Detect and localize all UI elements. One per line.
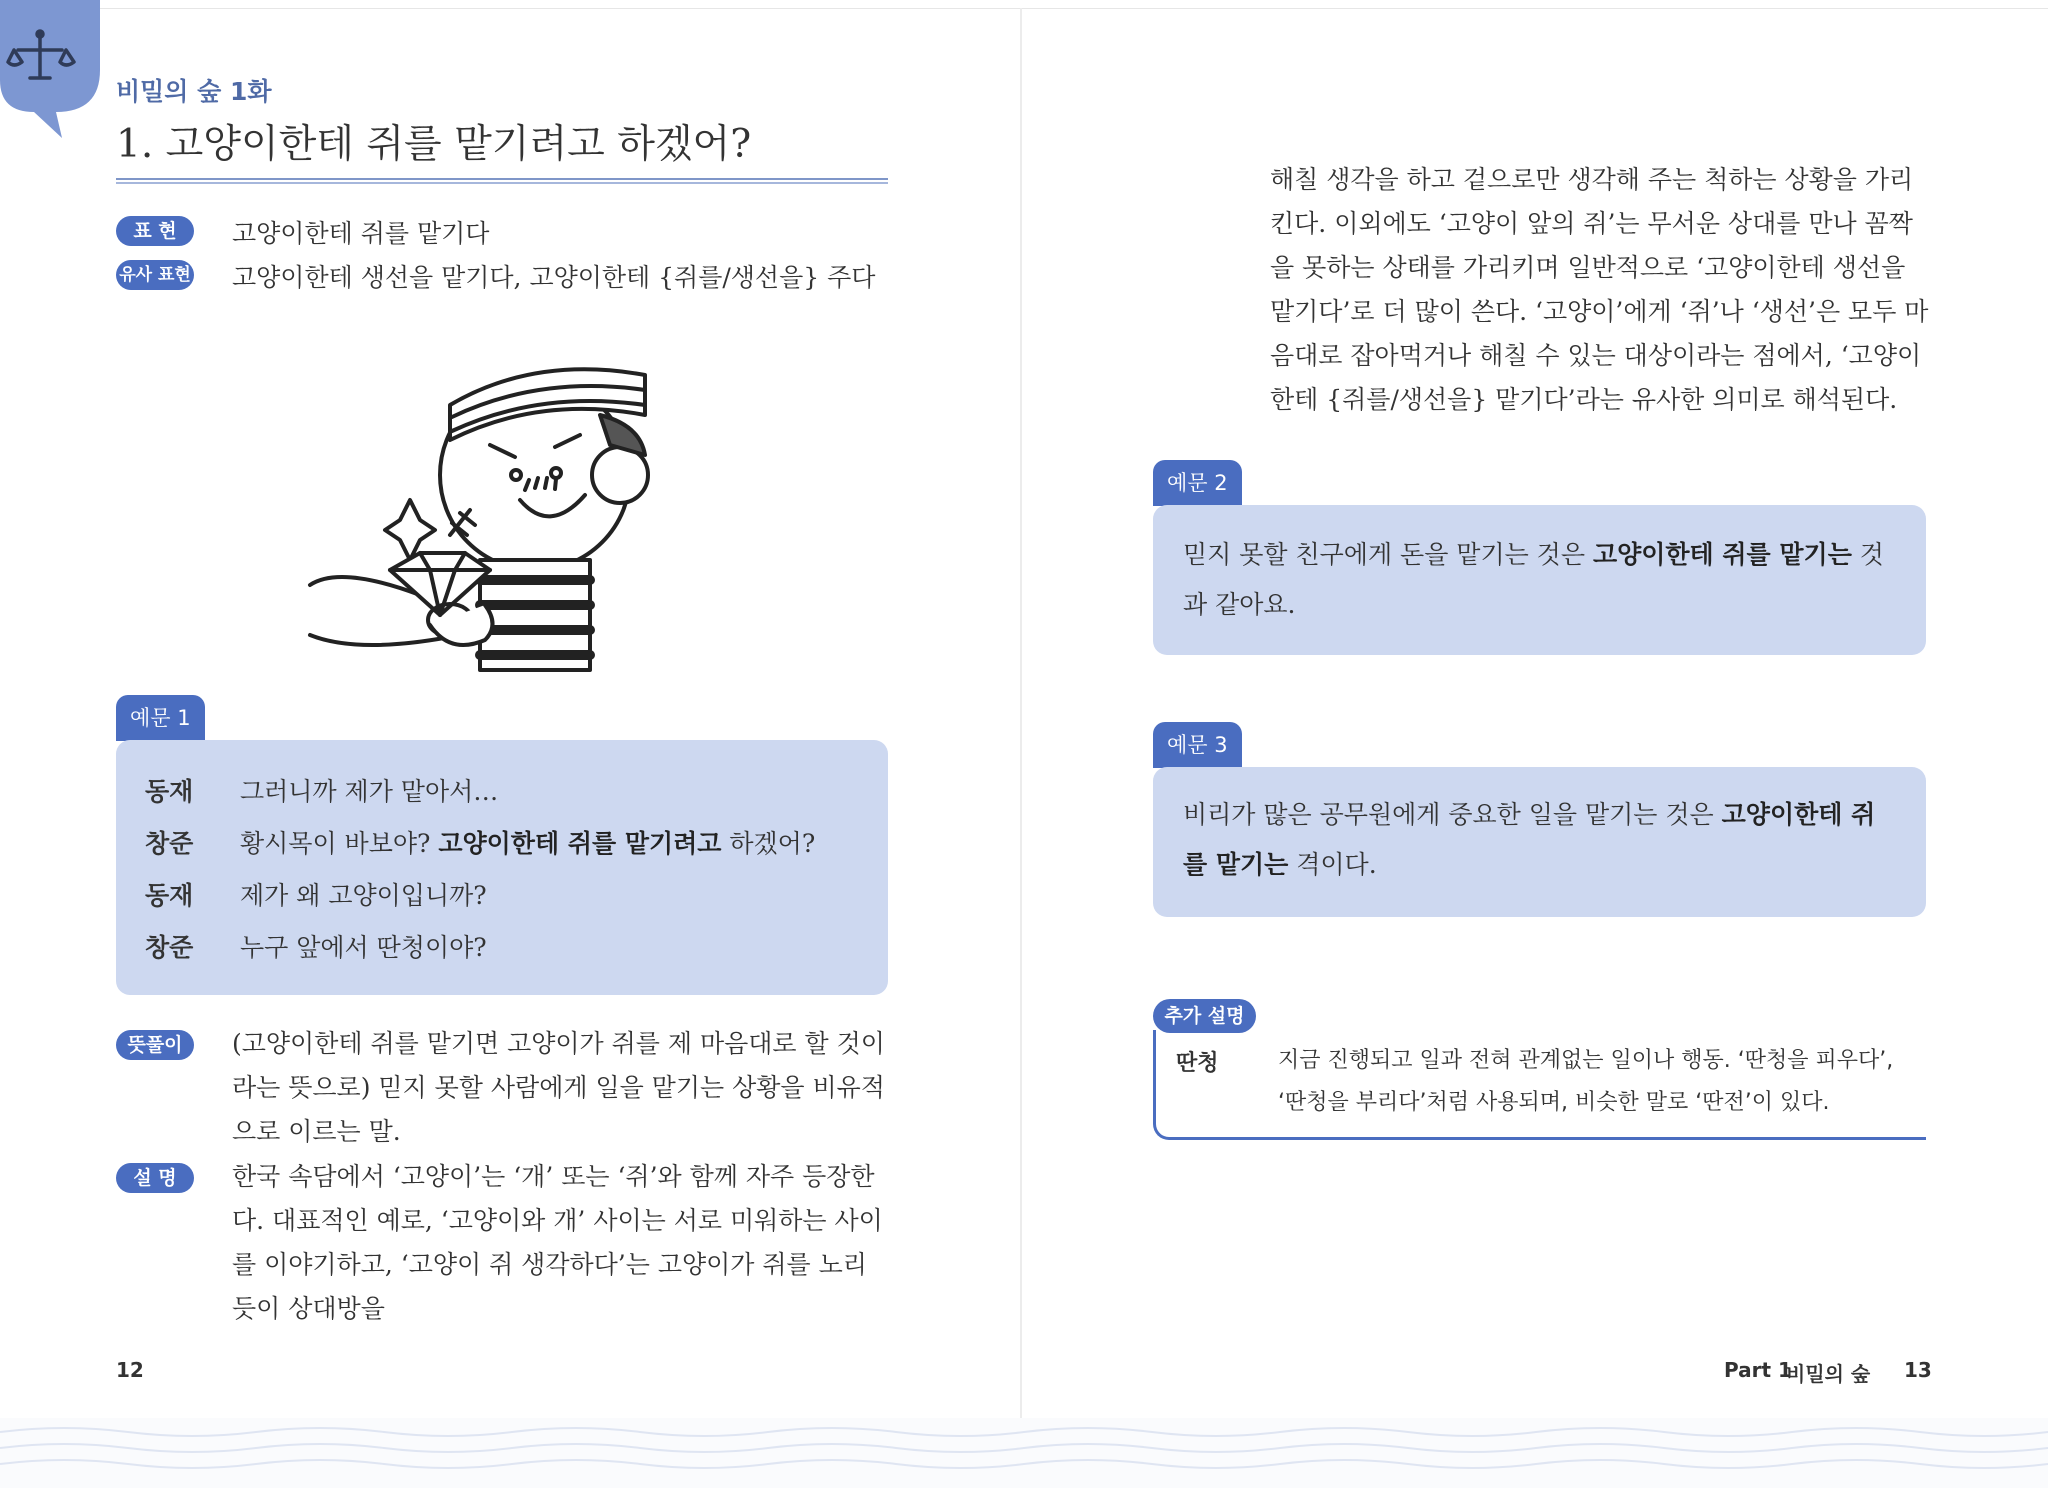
dialogue-line: 황시목이 바보야? 고양이한테 쥐를 맡기려고 하겠어? — [240, 829, 816, 858]
meaning-tag: 뜻풀이 — [116, 1030, 194, 1060]
page-number-left: 12 — [116, 1358, 144, 1382]
extra-term: 딴청 — [1176, 1051, 1219, 1076]
footer-title: 비밀의 숲 — [1786, 1362, 1871, 1386]
example-1-box — [116, 740, 888, 995]
footer-part: Part 1 — [1724, 1358, 1792, 1382]
explanation-text: 한국 속담에서 ‘고양이’는 ‘개’ 또는 ‘쥐’와 함께 자주 등장한다. 대표적인 예로, ‘고양이와 개’ 사이는 서로 미워하는 사이를 이야기하고, ‘고양이 쥐 생각하다’는 고양이가 쥐를 노리듯이 상대방을 — [232, 1162, 883, 1323]
explanation-tag: 설 명 — [116, 1163, 194, 1193]
extra-explanation-tag: 추가 설명 — [1153, 999, 1256, 1033]
explanation-continued-text: 해칠 생각을 하고 겉으로만 생각해 주는 척하는 상황을 가리킨다. 이외에도 ‘고양이 앞의 쥐’는 무서운 상대를 만나 꼼짝을 못하는 상태를 가리키며 일반적으로 ‘고양이한테 생선을 맡기다’로 더 많이 쓴다. ‘고양이’에게 ‘쥐’나 ‘생선’은 모두 마음대로 잡아먹거나 해칠 수 있는 대상이라는 점에서, ‘고양이한테 {쥐를/생선을} 맡기다’라는 유사한 의미로 해석된다. — [1270, 165, 1929, 414]
dialogue-speaker: 동재 — [145, 881, 194, 910]
example-1-tab: 예문 1 — [116, 695, 205, 741]
dialogue-line: 제가 왜 고양이입니까? — [240, 881, 487, 910]
book-gutter — [1020, 8, 1022, 1428]
prisoner-illustration — [300, 335, 670, 680]
dialogue-speaker: 동재 — [145, 777, 194, 806]
page-number-right: 13 — [1904, 1358, 1932, 1382]
example-3-text: 비리가 많은 공무원에게 중요한 일을 맡기는 것은 고양이한테 쥐를 맡기는 격이다. — [1183, 800, 1876, 879]
meaning-text: (고양이한테 쥐를 맡기면 고양이가 쥐를 제 마음대로 할 것이라는 뜻으로) 믿지 못할 사람에게 일을 맡기는 상황을 비유적으로 이르는 말. — [232, 1029, 885, 1146]
similar-expression-text: 고양이한테 생선을 맡기다, 고양이한테 {쥐를/생선을} 주다 — [232, 263, 876, 292]
scales-of-justice-icon — [0, 0, 100, 118]
title-divider — [116, 178, 888, 184]
page-top-edge — [0, 0, 2048, 9]
similar-expression-tag: 유사 표현 — [116, 260, 194, 290]
example-3-tab: 예문 3 — [1153, 722, 1242, 768]
chapter-label: 비밀의 숲 1화 — [116, 77, 272, 106]
example-2-tab: 예문 2 — [1153, 460, 1242, 506]
page-title: 1. 고양이한테 쥐를 맡기려고 하겠어? — [116, 122, 752, 167]
expression-tag: 표 현 — [116, 216, 194, 246]
dialogue-line: 누구 앞에서 딴청이야? — [240, 933, 487, 962]
dialogue-speaker: 창준 — [145, 933, 194, 962]
bottom-wave-band — [0, 1418, 2048, 1488]
example-2-text: 믿지 못할 친구에게 돈을 맡기는 것은 고양이한테 쥐를 맡기는 것과 같아요. — [1183, 540, 1884, 619]
dialogue-line: 그러니까 제가 맡아서… — [240, 777, 499, 806]
expression-text: 고양이한테 쥐를 맡기다 — [232, 219, 490, 248]
extra-definition: 지금 진행되고 일과 전혀 관계없는 일이나 행동. ‘딴청을 피우다’, ‘딴청을 부리다’처럼 사용되며, 비슷한 말로 ‘딴전’이 있다. — [1278, 1048, 1894, 1115]
dialogue-speaker: 창준 — [145, 829, 194, 858]
